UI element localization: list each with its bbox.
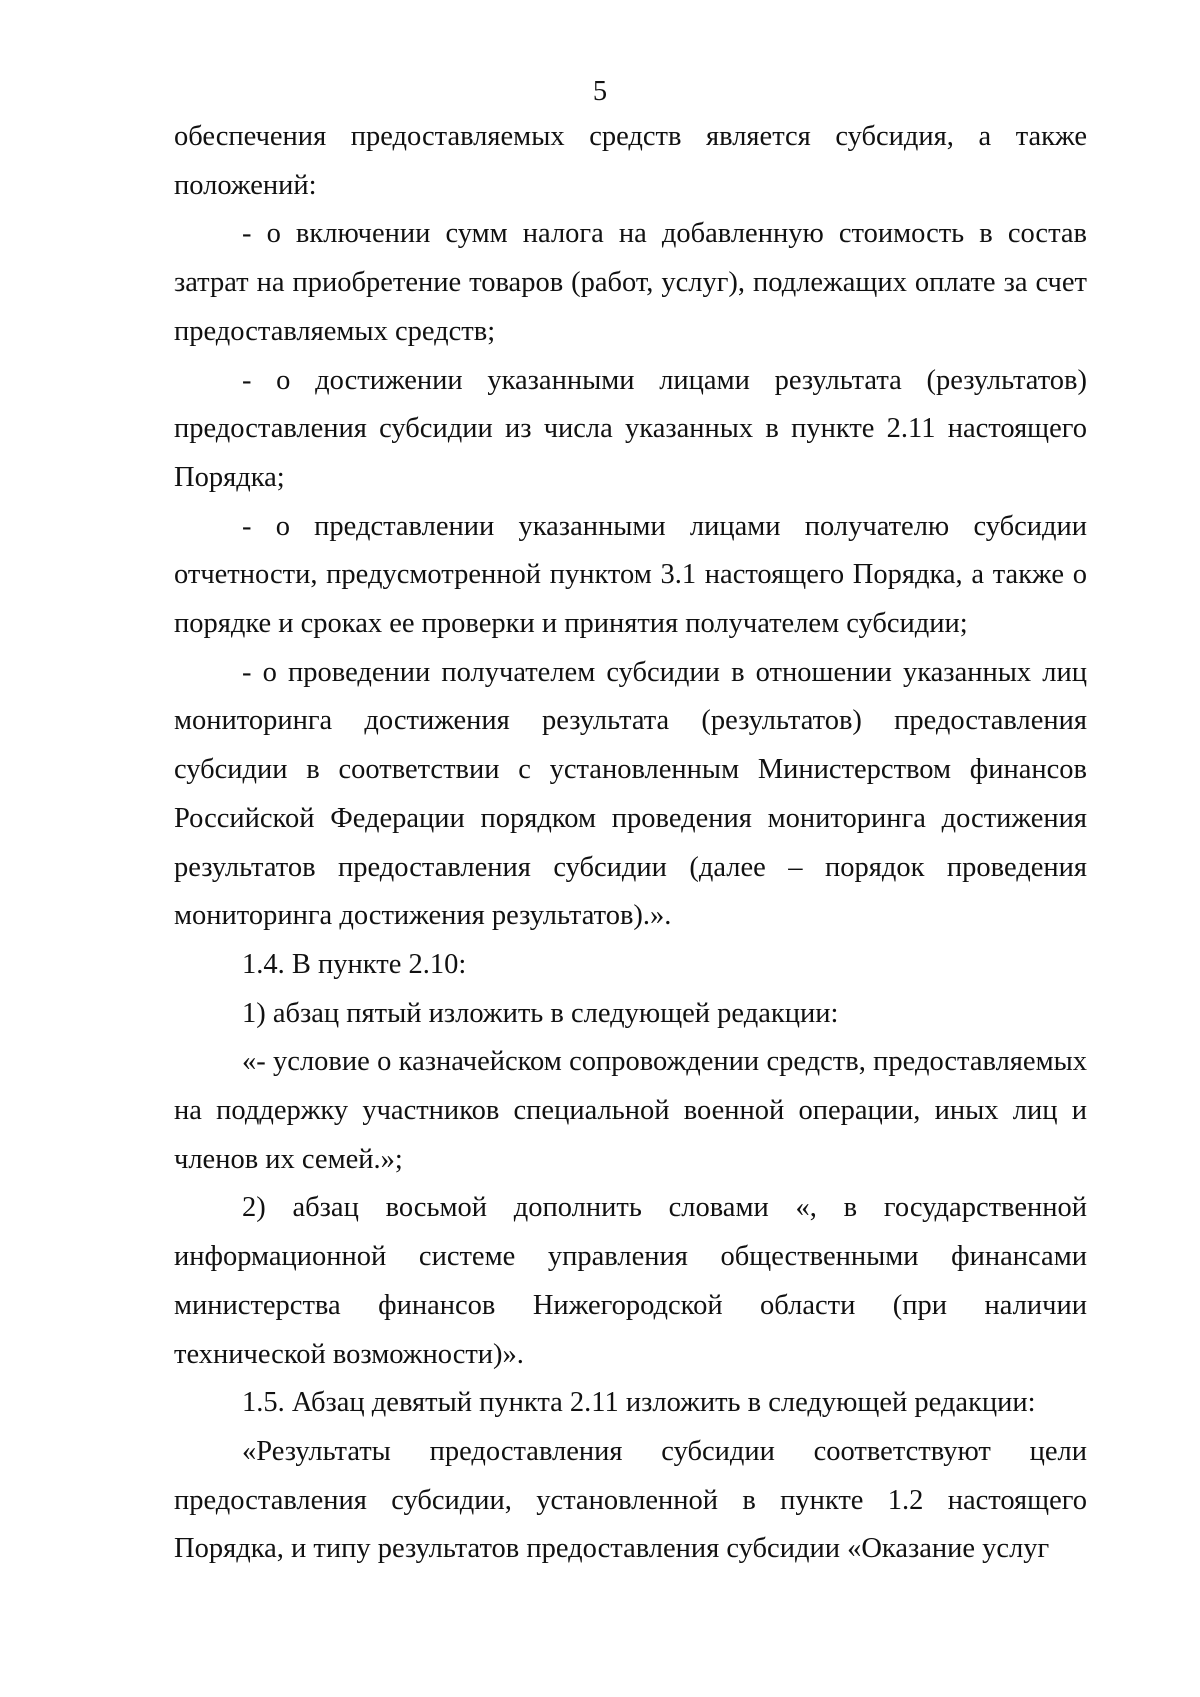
page-number: 5 (592, 76, 608, 107)
paragraph-vat-inclusion: - о включении сумм налога на добавленную стоимость в состав затрат на приобретение товаров (работ, услуг), подлежащих оплате за счет предоставляемых средств; (174, 218, 1087, 347)
paragraph-results-definition: «Результаты предоставления субсидии соответствуют цели предоставления субсидии, установленной в пункте 1.2 настоящего Порядка, и типу результатов предоставления субсидии «Оказание услуг (174, 1435, 1087, 1565)
paragraph-clause-1-4: 1.4. В пункте 2.10: (242, 948, 467, 980)
paragraph-continuation: обеспечения предоставляемых средств является субсидия, а также положений: (174, 121, 1087, 201)
paragraph-item-2: 2) абзац восьмой дополнить словами «, в государственной информационной системе управления общественными финансами министерства финансов Нижегородской области (при наличии технической возможности)». (174, 1192, 1087, 1370)
document-body (174, 113, 1087, 1574)
paragraph-result-achievement: - о достижении указанными лицами результата (результатов) предоставления субсидии из числа указанных в пункте 2.11 настоящего Порядка; (174, 364, 1087, 493)
paragraph-item-1: 1) абзац пятый изложить в следующей редакции: (242, 997, 839, 1029)
paragraph-reporting: - о представлении указанными лицами получателю субсидии отчетности, предусмотренной пунктом 3.1 настоящего Порядка, а также о порядке и сроках ее проверки и принятия получателем субсидии; (174, 510, 1087, 640)
paragraph-clause-1-5: 1.5. Абзац девятый пункта 2.11 изложить в следующей редакции: (242, 1387, 1036, 1419)
paragraph-monitoring: - о проведении получателем субсидии в отношении указанных лиц мониторинга достижения результата (результатов) предоставления субсидии в соответствии с установленным Министерством финансов Российской Федерации порядком проведения мониторинга достижения результатов предоставления субсидии (далее – порядок проведения мониторинга достижения результатов).». (174, 656, 1087, 932)
paragraph-treasury-condition: «- условие о казначейском сопровождении средств, предоставляемых на поддержку участников специальной военной операции, иных лиц и членов их семей.»; (174, 1046, 1087, 1175)
